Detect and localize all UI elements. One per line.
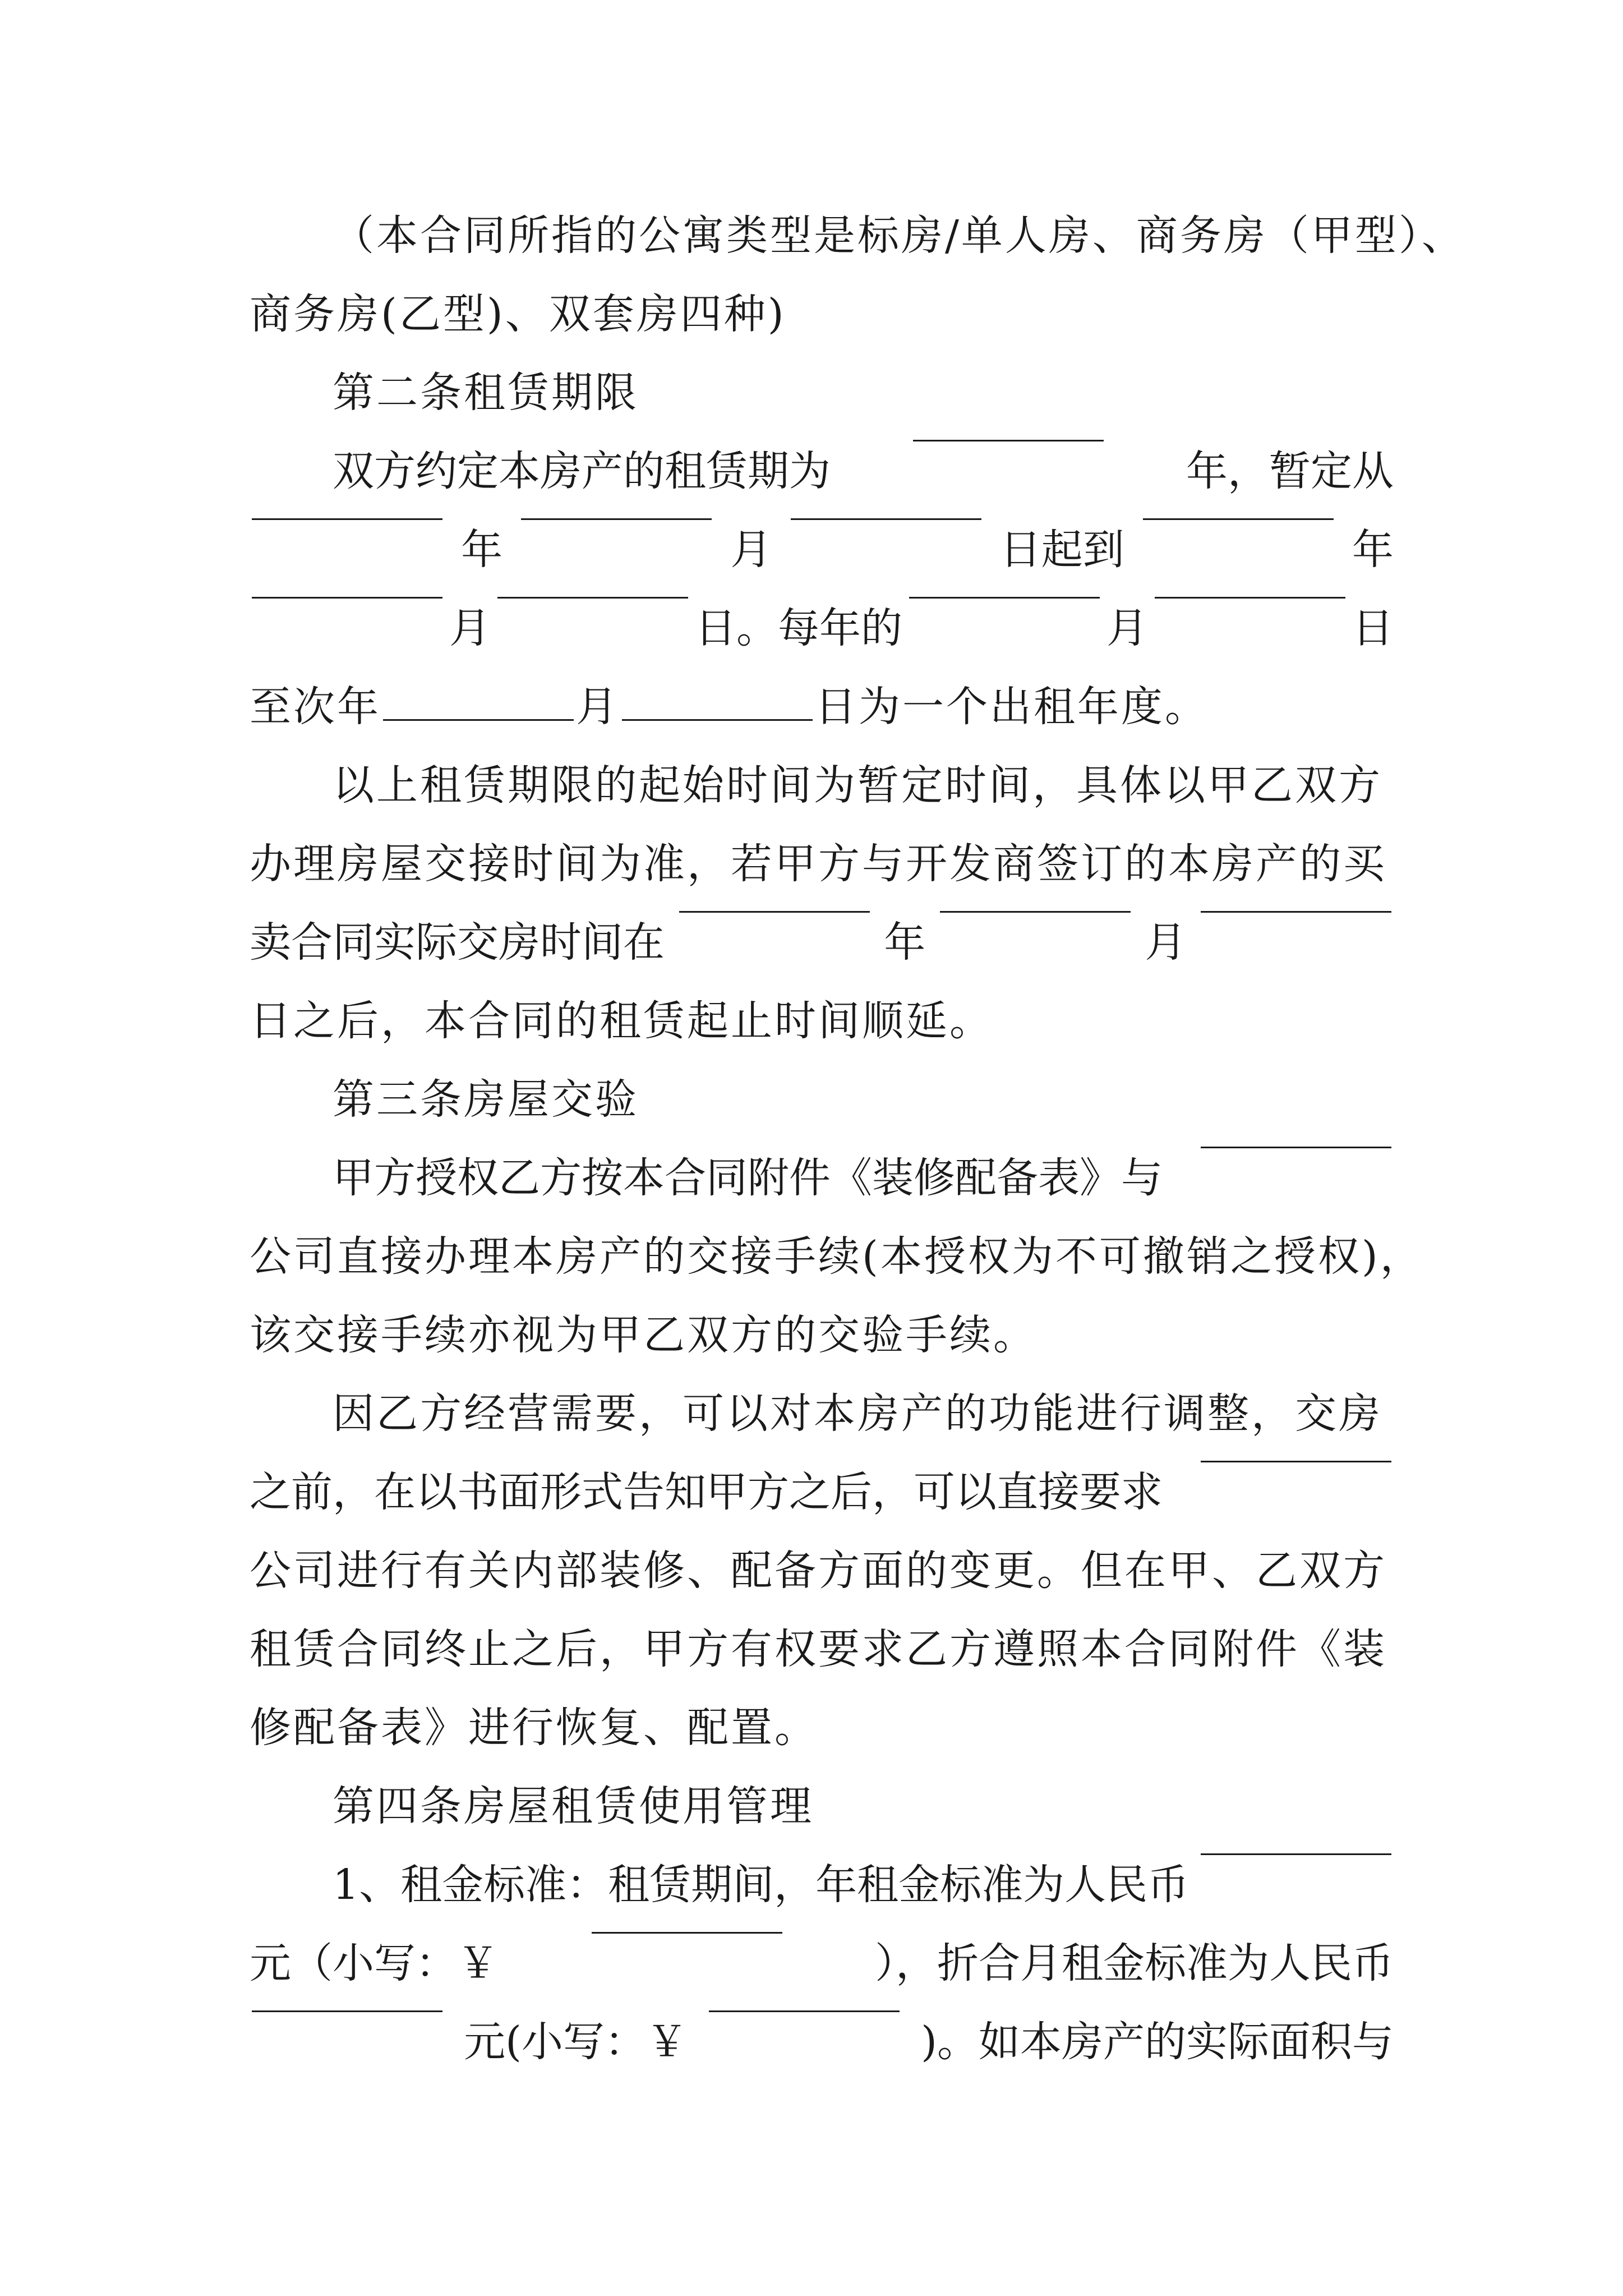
text-segment: 以上租赁期限的起始时间为暂定时间，具体以甲乙双方 (333, 761, 1382, 809)
text-segment: 年 (1352, 526, 1394, 574)
text-segment: 至次年 (250, 683, 381, 731)
article-2-line-3 (250, 595, 1394, 662)
text-segment: 公司进行有关内部装修、配备方面的变更。但在甲、乙双方 (250, 1547, 1387, 1595)
text-segment: 日之后，本合同的租赁起止时间顺延。 (250, 997, 993, 1045)
article-3-para-1-line-2 (250, 1223, 1424, 1290)
article-2-line-4 (250, 673, 1209, 740)
article-2-para-2-line-3 (250, 909, 1394, 976)
text-segment: 月 (449, 604, 491, 652)
article-3-para-1-line-1 (333, 1144, 1394, 1212)
article-2-line-2 (250, 516, 1394, 583)
text-segment: 日为一个出租年度。 (815, 683, 1209, 731)
text-segment: 该交接手续亦视为甲乙双方的交验手续。 (250, 1311, 1037, 1359)
article-4-heading (333, 1773, 814, 1840)
fill-in-blank[interactable] (252, 595, 442, 599)
text-segment: 修配备表》进行恢复、配置。 (250, 1704, 818, 1752)
text-segment: 甲方授权乙方按本合同附件《装修配备表》与 (333, 1154, 1163, 1202)
text-segment: 卖合同实际交房时间在 (250, 918, 665, 967)
fill-in-blank[interactable] (940, 909, 1131, 913)
fill-in-blank[interactable] (1201, 1458, 1391, 1462)
article-4-para-1-line-3 (250, 2008, 1394, 2076)
text-segment: )。如本房产的实际面积与 (921, 2018, 1394, 2066)
text-segment: 双方约定本房产的租赁期为 (333, 447, 831, 495)
article-3-para-1-line-3 (250, 1301, 1037, 1369)
text-segment: 年 (884, 918, 926, 967)
article-2-heading-text: 第二条租赁期限 (333, 369, 639, 417)
text-segment: 月 (1145, 918, 1187, 967)
fill-in-blank[interactable] (252, 2008, 442, 2012)
fill-in-blank[interactable] (791, 516, 981, 520)
article-3-para-2-line-4 (250, 1616, 1387, 1683)
fill-in-blank[interactable] (1155, 595, 1345, 599)
fill-in-blank[interactable] (1201, 1144, 1391, 1148)
text-segment: 租赁合同终止之后，甲方有权要求乙方遵照本合同附件《装 (250, 1625, 1387, 1673)
fill-in-blank[interactable] (679, 909, 870, 913)
fill-in-blank[interactable] (592, 1930, 782, 1934)
article-2-para-2-line-1 (333, 752, 1382, 819)
text-segment: 日。每年的 (695, 604, 902, 652)
text-segment: 因乙方经营需要，可以对本房产的功能进行调整，交房 (333, 1389, 1382, 1438)
fill-in-blank[interactable] (497, 595, 688, 599)
fill-in-blank[interactable] (909, 595, 1100, 599)
article-2-heading (333, 359, 639, 426)
note-text-1: （本合同所指的公寓类型是标房/单人房、商务房（甲型）、 (333, 211, 1465, 260)
fill-in-blank[interactable] (383, 717, 574, 721)
article-4-para-1-line-2 (250, 1930, 1394, 1997)
note-line-2 (250, 280, 786, 348)
text-segment: 月 (1106, 604, 1148, 652)
text-segment: ），折合月租金标准为人民币 (875, 1939, 1394, 1987)
text-segment: 办理房屋交接时间为准，若甲方与开发商签订的本房产的买 (250, 840, 1387, 888)
text-segment: 之前，在以书面形式告知甲方之后，可以直接要求 (250, 1468, 1163, 1516)
article-2-para-2-line-4 (250, 987, 993, 1055)
article-3-heading (333, 1066, 639, 1133)
text-segment: 1、租金标准：租赁期间，年租金标准为人民币 (333, 1861, 1189, 1909)
text-segment: 年 (461, 526, 503, 574)
fill-in-blank[interactable] (1201, 909, 1391, 913)
article-2-para-2-line-2 (250, 830, 1387, 898)
note-line-1 (333, 202, 1465, 269)
text-segment: 日 (1352, 604, 1394, 652)
article-4-heading-text: 第四条房屋租赁使用管理 (333, 1782, 814, 1830)
article-3-para-2-line-5 (250, 1694, 818, 1761)
fill-in-blank[interactable] (913, 438, 1104, 441)
fill-in-blank[interactable] (709, 2008, 900, 2012)
article-2-line-1 (333, 438, 1394, 505)
article-3-para-2-line-2 (250, 1458, 1394, 1526)
fill-in-blank[interactable] (622, 717, 813, 721)
article-3-para-2-line-3 (250, 1537, 1387, 1604)
fill-in-blank[interactable] (252, 516, 442, 520)
article-3-heading-text: 第三条房屋交验 (333, 1075, 639, 1124)
article-4-para-1-line-1 (333, 1851, 1394, 1918)
fill-in-blank[interactable] (1201, 1851, 1391, 1855)
text-segment: 月 (730, 526, 772, 574)
text-segment: 日起到 (999, 526, 1124, 574)
text-segment: 元(小写：￥ (464, 2018, 688, 2066)
fill-in-blank[interactable] (1143, 516, 1334, 520)
text-segment: 元（小写：￥ (250, 1939, 499, 1987)
text-segment: 公司直接办理本房产的交接手续(本授权为不可撤销之授权)， (250, 1232, 1424, 1281)
text-segment: 年，暂定从 (1186, 447, 1394, 495)
text-segment: 月 (576, 683, 620, 731)
fill-in-blank[interactable] (521, 516, 712, 520)
note-text-2: 商务房(乙型)、双套房四种) (250, 290, 786, 338)
article-3-para-2-line-1 (333, 1380, 1382, 1447)
